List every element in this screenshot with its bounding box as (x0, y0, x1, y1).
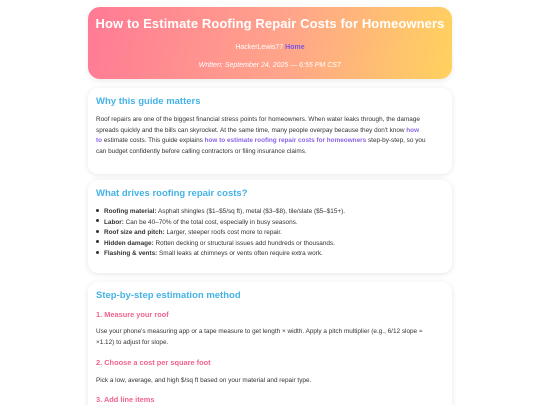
drives-heading: What drives roofing repair costs? (96, 188, 248, 199)
hero-banner (88, 7, 452, 79)
how-link[interactable]: how (406, 126, 420, 134)
why-line-4: can budget confidently before calling contractors or filing insurance claims. (96, 147, 307, 155)
guide-link[interactable]: how to estimate roofing repair costs for homeowners (204, 137, 367, 144)
list-item-term: Labor: (104, 218, 124, 226)
why-line-3-end: step-by-step, so you (367, 137, 426, 144)
list-item (96, 239, 448, 250)
why-card (88, 88, 452, 174)
bullet-icon (96, 230, 99, 233)
to-link[interactable]: to (96, 137, 103, 144)
written-date: Written: September 24, 2025 — 6:55 PM CST (198, 62, 342, 69)
why-line-3 (96, 136, 448, 147)
list-item (96, 207, 448, 218)
why-line-1: Roof repairs are one of the biggest financial stress points for homeowners. When water leaks through, the damage (96, 116, 420, 123)
list-item-term: Roofing material: (104, 208, 157, 215)
list-item-desc: Can be 40–70% of the total cost, especially in busy seasons. (125, 218, 298, 226)
step-1-paragraph (96, 327, 448, 348)
list-item-desc: Larger, steeper roofs cost more to repair. (166, 229, 282, 236)
list-item-desc: Rotten decking or structural issues add hundreds or thousands. (155, 239, 335, 247)
byline (88, 44, 452, 51)
bullet-icon (96, 251, 99, 254)
author-name: HackerLewis77 (235, 44, 284, 51)
why-line-2-text: spreads quickly and the bills can skyrocket. At the same time, many people overpay because they don't know (96, 126, 405, 134)
drives-list (96, 207, 448, 260)
step-2-paragraph: Pick a low, average, and high $/sq ft based on your material and repair type. (96, 377, 312, 384)
list-item-term: Flashing & vents: (104, 250, 158, 257)
list-item (96, 228, 448, 239)
list-item (96, 218, 448, 229)
home-link[interactable]: Home (285, 44, 305, 51)
method-heading: Step-by-step estimation method (96, 290, 241, 301)
list-item-desc: Asphalt shingles ($1–$5/sq ft), metal ($3–$8), tile/slate ($5–$15+). (158, 208, 346, 215)
why-paragraph (96, 115, 448, 157)
drives-card (88, 180, 452, 273)
step-1-heading: 1. Measure your roof (96, 310, 169, 319)
page-title: How to Estimate Roofing Repair Costs for Homeowners (95, 16, 445, 31)
why-line-2 (96, 126, 448, 137)
method-card (88, 282, 452, 405)
list-item-term: Roof size and pitch: (104, 229, 165, 236)
step-3-heading: 3. Add line items (96, 395, 155, 404)
list-item-desc: Small leaks at chimneys or vents often require extra work. (159, 250, 323, 257)
why-heading: Why this guide matters (96, 96, 201, 107)
list-item-term: Hidden damage: (104, 239, 154, 247)
bullet-icon (96, 209, 99, 212)
step-1-line-1: Use your phone's measuring app or a tape measure to get length × width. Apply a pitch multiplier (e.g., 6/12 slope ≈ (96, 328, 423, 335)
why-line-3-text: estimate costs. This guide explains (103, 137, 203, 144)
bullet-icon (96, 219, 99, 222)
bullet-icon (96, 240, 99, 243)
list-item (96, 249, 448, 260)
step-1-line-2: ×1.12) to adjust for slope. (96, 338, 169, 346)
step-2-heading: 2. Choose a cost per square foot (96, 358, 211, 367)
